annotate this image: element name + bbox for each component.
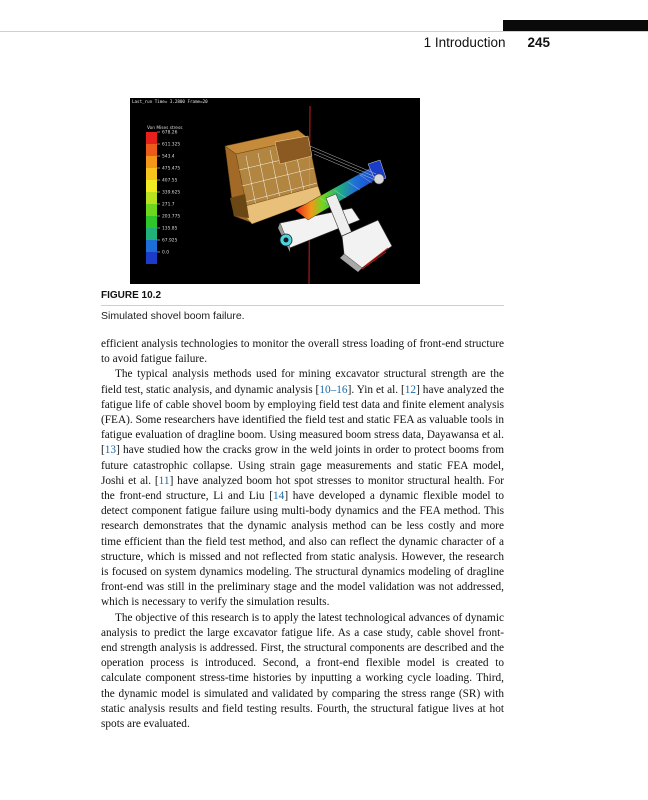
paragraph-2-text: ] have developed a dynamic flexible model to detect component fatigue failure using multi-body dynamics and the FEA method. This research demonstrates that the dynamic analysis method can be less costly and more time efficient than the field test method, and also can reflect the dynamic character of a structure, which is missed and not reflected from static analysis. However, the research is focused on system dynamics modeling. The structural dynamics modeling of dragline front-end was still in the preliminary stage and the model validation was not addressed, which is necessary to verify the simulation results. <box>101 490 504 609</box>
legend-value: 678.26 <box>162 130 178 136</box>
paragraph-2-text: ] have studied how the cracks grow in the weld joints in order to protect booms from future catastrophic collapse. Using strain gage measurements and static FEA model, Joshi et al. [ <box>101 444 504 487</box>
paragraph-2-text: ] have analyzed boom hot spot stresses to monitor structural health. For the front-end structure, Li and Liu [ <box>101 474 504 503</box>
citation-link[interactable]: 14 <box>273 490 285 503</box>
shovel-simulation-render <box>130 98 420 284</box>
paragraph-2-text: ]. Yin et al. [ <box>347 383 405 396</box>
legend-swatch <box>146 156 157 168</box>
legend-value: 339.625 <box>162 190 181 196</box>
legend-swatch <box>146 180 157 192</box>
legend-swatch <box>146 168 157 180</box>
legend-swatch <box>146 132 157 144</box>
legend-value: 203.775 <box>162 214 181 220</box>
legend-swatch <box>146 204 157 216</box>
citation-link[interactable]: 11 <box>158 474 170 487</box>
legend-swatch <box>146 216 157 228</box>
legend-value: 407.55 <box>162 178 178 184</box>
running-head <box>0 35 550 50</box>
legend-swatch <box>146 240 157 252</box>
citation-link[interactable]: 12 <box>404 383 417 396</box>
legend-swatch <box>146 252 157 264</box>
legend-swatch <box>146 228 157 240</box>
legend-value: 611.325 <box>162 142 181 148</box>
legend-swatch <box>146 192 157 204</box>
page-number: 245 <box>527 35 550 50</box>
legend-value: 271.7 <box>162 202 175 208</box>
legend-value: 67.925 <box>162 238 178 244</box>
citation-link[interactable]: 13 <box>104 444 117 457</box>
figure-label: FIGURE 10.2 <box>101 290 504 306</box>
paragraph-2-text: The typical analysis methods used for mining excavator structural strength are the field test, static analysis, and dynamic analysis [ <box>101 368 504 396</box>
paragraph-3: The objective of this research is to apply the latest technological advances of dynamic analysis to predict the large excavator fatigue life. As a case study, cable shovel front-end strength analysis is addressed. First, the structural components are described and the operation process is introduced. Second, a front-end flexible model is created to calculate component stress-time histories by inputting a working cycle loading. Third, the dynamic model is simulated and validated by comparing the stress range (SR) with static analysis results and field testing results. Fourth, the structural fatigue lives at hot spots are evaluated. <box>101 611 504 731</box>
legend-title: Von Mises stress <box>147 126 183 131</box>
chapter-title: 1 Introduction <box>423 35 506 50</box>
caption-text: Simulated shovel boom failure. <box>101 310 245 322</box>
sheave <box>374 174 384 184</box>
paragraph-2-text: ] have analyzed the fatigue life of cable shovel boom by employing field test data and finite element analysis (FEA). Some researchers have identified the field test and static FEA as valuable tools in fatigue evaluation of dragline boom. Using measured boom stress data, Dayawansa et al. [ <box>101 383 504 457</box>
paragraph-2 <box>101 367 504 610</box>
legend-value: 0.0 <box>162 250 169 256</box>
citation-link[interactable]: 10–16 <box>319 383 348 396</box>
figure-image <box>130 98 420 284</box>
header-rule <box>0 31 648 32</box>
paragraph-1: efficient analysis technologies to monitor the overall stress loading of front-end structure to avoid fatigue failure. <box>101 338 504 366</box>
legend-swatch <box>146 144 157 156</box>
figure-caption <box>101 290 504 322</box>
body-text <box>101 337 504 732</box>
legend-value: 543.4 <box>162 154 175 160</box>
legend-value: 475.475 <box>162 166 181 172</box>
legend-value: 135.85 <box>162 226 178 232</box>
screen-title: Last_run Time= 3.2800 Frame=20 <box>132 99 208 104</box>
